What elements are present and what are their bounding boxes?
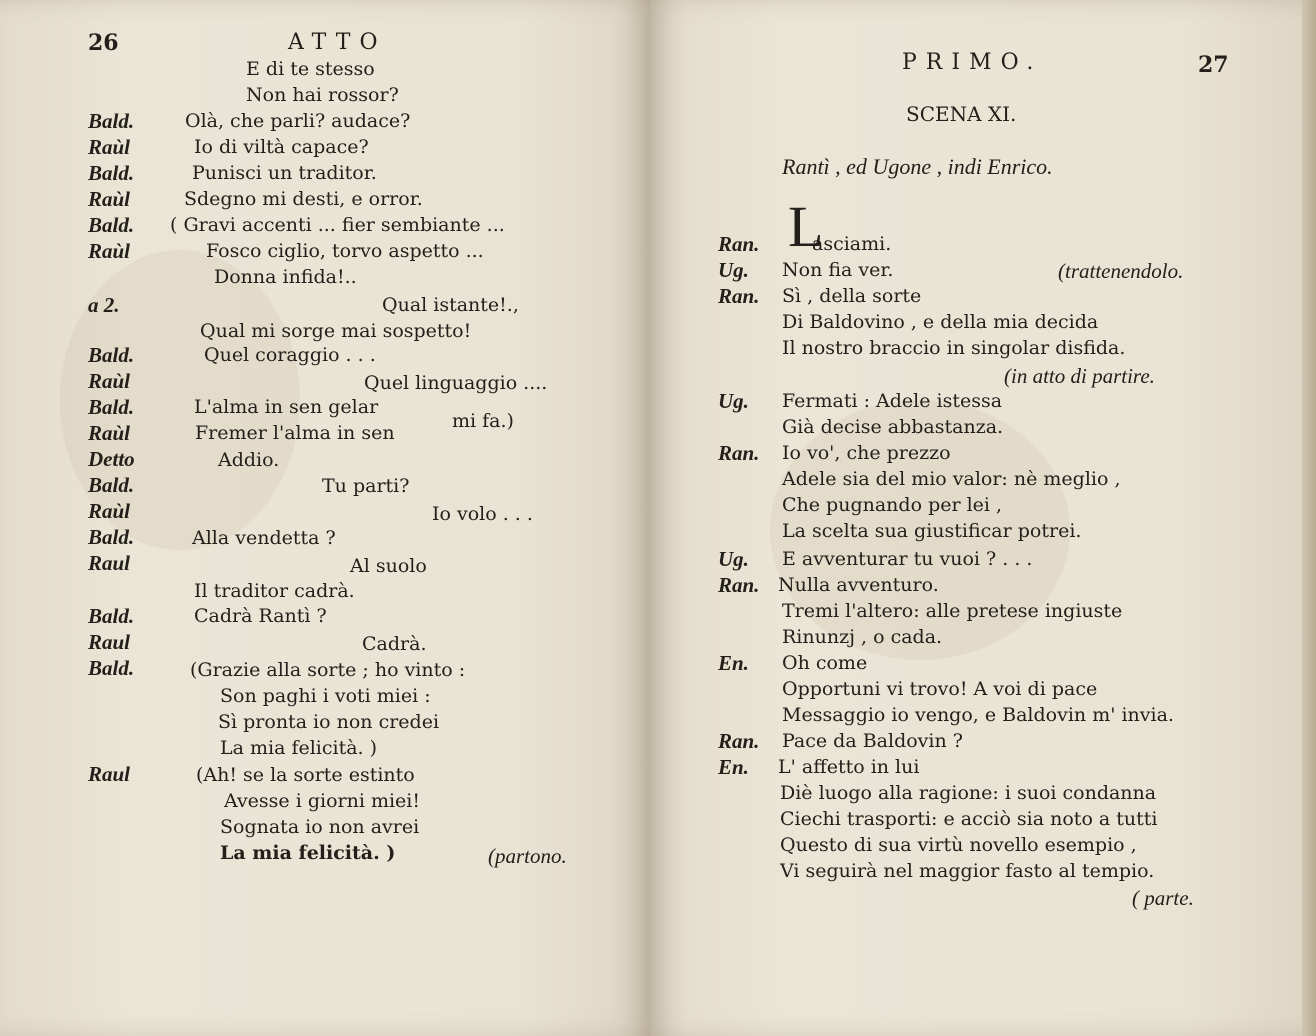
verse-line: Olà, che parli? audace? [185,110,411,132]
verse-line: Qual mi sorge mai sospetto! [200,320,472,342]
speaker-label: Ran. [718,729,760,753]
verse-line: Rinunzj , o cada. [782,626,943,648]
verse-line: Non hai rossor? [246,84,399,106]
verse-line: Fosco ciglio, torvo aspetto ... [206,240,484,262]
speaker-label: Raul [88,630,131,654]
speaker-label: Raùl [88,499,131,523]
verse-line: Oh come [782,652,868,674]
drop-cap: L [788,194,824,259]
verse-line: L'alma in sen gelar [194,396,379,418]
verse-line: (Ah! se la sorte estinto [196,764,415,786]
verse-line: Di Baldovino , e della mia decida [782,311,1099,333]
verse-line: La scelta sua giustificar potrei. [782,520,1082,542]
scene-characters: Rantì , ed Ugone , indi Enrico. [782,154,1053,179]
verse-line: Opportuni vi trovo! A voi di pace [782,678,1098,700]
verse-line: Già decise abbastanza. [782,416,1004,438]
speaker-label: Raùl [88,239,131,263]
verse-line: Qual istante!., [382,294,519,316]
verse-line: Questo di sua virtù novello esempio , [780,834,1137,856]
speaker-label: Raùl [88,421,131,445]
running-head: ATTO [288,30,387,55]
page-number: 26 [88,30,119,56]
verse-line: E di te stesso [246,58,375,80]
speaker-label: Ran. [718,573,760,597]
speaker-label: Raùl [88,135,131,159]
verse-line: La mia felicità. ) [220,737,378,759]
verse-line: Diè luogo alla ragione: i suoi condanna [780,782,1157,804]
verse-line: Addio. [218,449,280,471]
speaker-label: Ran. [718,284,760,308]
verse-line: La mia felicità. ) [220,842,396,864]
speaker-label: Raùl [88,187,131,211]
verse-line: Sognata io non avrei [220,816,420,838]
stage-direction: (partono. [488,844,567,868]
speaker-label: Raùl [88,369,131,393]
verse-line: Tremi l'altero: alle pretese ingiuste [782,600,1123,622]
speaker-label: Detto [88,447,135,471]
verse-line: Quel coraggio . . . [204,344,376,366]
verse-line: mi fa.) [452,410,514,432]
verse-line: Non fia ver. [782,259,894,281]
verse-line: Il traditor cadrà. [194,580,355,602]
verse-line: Io vo', che prezzo [782,442,951,464]
verse-line: Il nostro braccio in singolar disfida. [782,337,1126,359]
speaker-label: En. [718,651,749,675]
verse-line: Adele sia del mio valor: nè meglio , [782,468,1121,490]
speaker-label: Ug. [718,258,749,282]
speaker-label: En. [718,755,749,779]
verse-line: Avesse i giorni miei! [224,790,420,812]
speaker-label: Bald. [88,656,135,680]
verse-line: (Grazie alla sorte ; ho vinto : [190,659,466,681]
verse-line: Son paghi i voti miei : [220,685,431,707]
verse-line: E avventurar tu vuoi ? . . . [782,548,1033,570]
left-page [0,0,650,1036]
speaker-label: Bald. [88,473,135,497]
verse-line: Io volo . . . [432,503,533,525]
page-number: 27 [1198,52,1229,78]
verse-line: Alla vendetta ? [192,527,336,549]
verse-line: Cadrà. [362,633,427,655]
verse-line: Al suolo [350,555,427,577]
speaker-label: Bald. [88,343,135,367]
speaker-label: Bald. [88,109,135,133]
verse-line: Sì pronta io non credei [218,711,440,733]
speaker-label: Ran. [718,232,760,256]
speaker-label: Bald. [88,213,135,237]
speaker-label: Bald. [88,395,135,419]
verse-line: Cadrà Rantì ? [194,605,327,627]
stage-direction: ( parte. [1132,886,1194,910]
speaker-label: Bald. [88,525,135,549]
page-edge [1302,0,1316,1036]
verse-line: Donna infida!.. [214,266,357,288]
speaker-label: Bald. [88,604,135,628]
speaker-label: a 2. [88,293,120,317]
running-head: PRIMO. [902,50,1043,75]
verse-line: Io di viltà capace? [194,136,369,158]
speaker-label: Ran. [718,441,760,465]
stage-direction: (in atto di partire. [1004,364,1155,388]
stage-direction: (trattenendolo. [1058,259,1184,283]
verse-line: Nulla avventuro. [778,574,939,596]
verse-line: Fermati : Adele istessa [782,390,1003,412]
verse-line: Pace da Baldovin ? [782,730,963,752]
verse-line: Fremer l'alma in sen [195,422,395,444]
verse-line: Punisci un traditor. [192,162,377,184]
speaker-label: Raul [88,551,131,575]
verse-line: Quel linguaggio .... [364,372,548,394]
speaker-label: Raul [88,762,131,786]
verse-line: Messaggio io vengo, e Baldovin m' invia. [782,704,1174,726]
verse-line: asciami. [812,233,892,255]
right-page [650,0,1316,1036]
verse-line: Tu parti? [322,475,410,497]
verse-line: Sì , della sorte [782,285,922,307]
verse-line: Ciechi trasporti: e acciò sia noto a tutti [780,808,1158,830]
verse-line: Vi seguirà nel maggior fasto al tempio. [780,860,1155,882]
scene-title: SCENA XI. [906,102,1017,126]
verse-line: ( Gravi accenti ... fier sembiante ... [170,214,505,236]
speaker-label: Bald. [88,161,135,185]
verse-line: Sdegno mi desti, e orror. [184,188,423,210]
verse-line: L' affetto in lui [778,756,920,778]
verse-line: Che pugnando per lei , [782,494,1003,516]
speaker-label: Ug. [718,547,749,571]
speaker-label: Ug. [718,389,749,413]
